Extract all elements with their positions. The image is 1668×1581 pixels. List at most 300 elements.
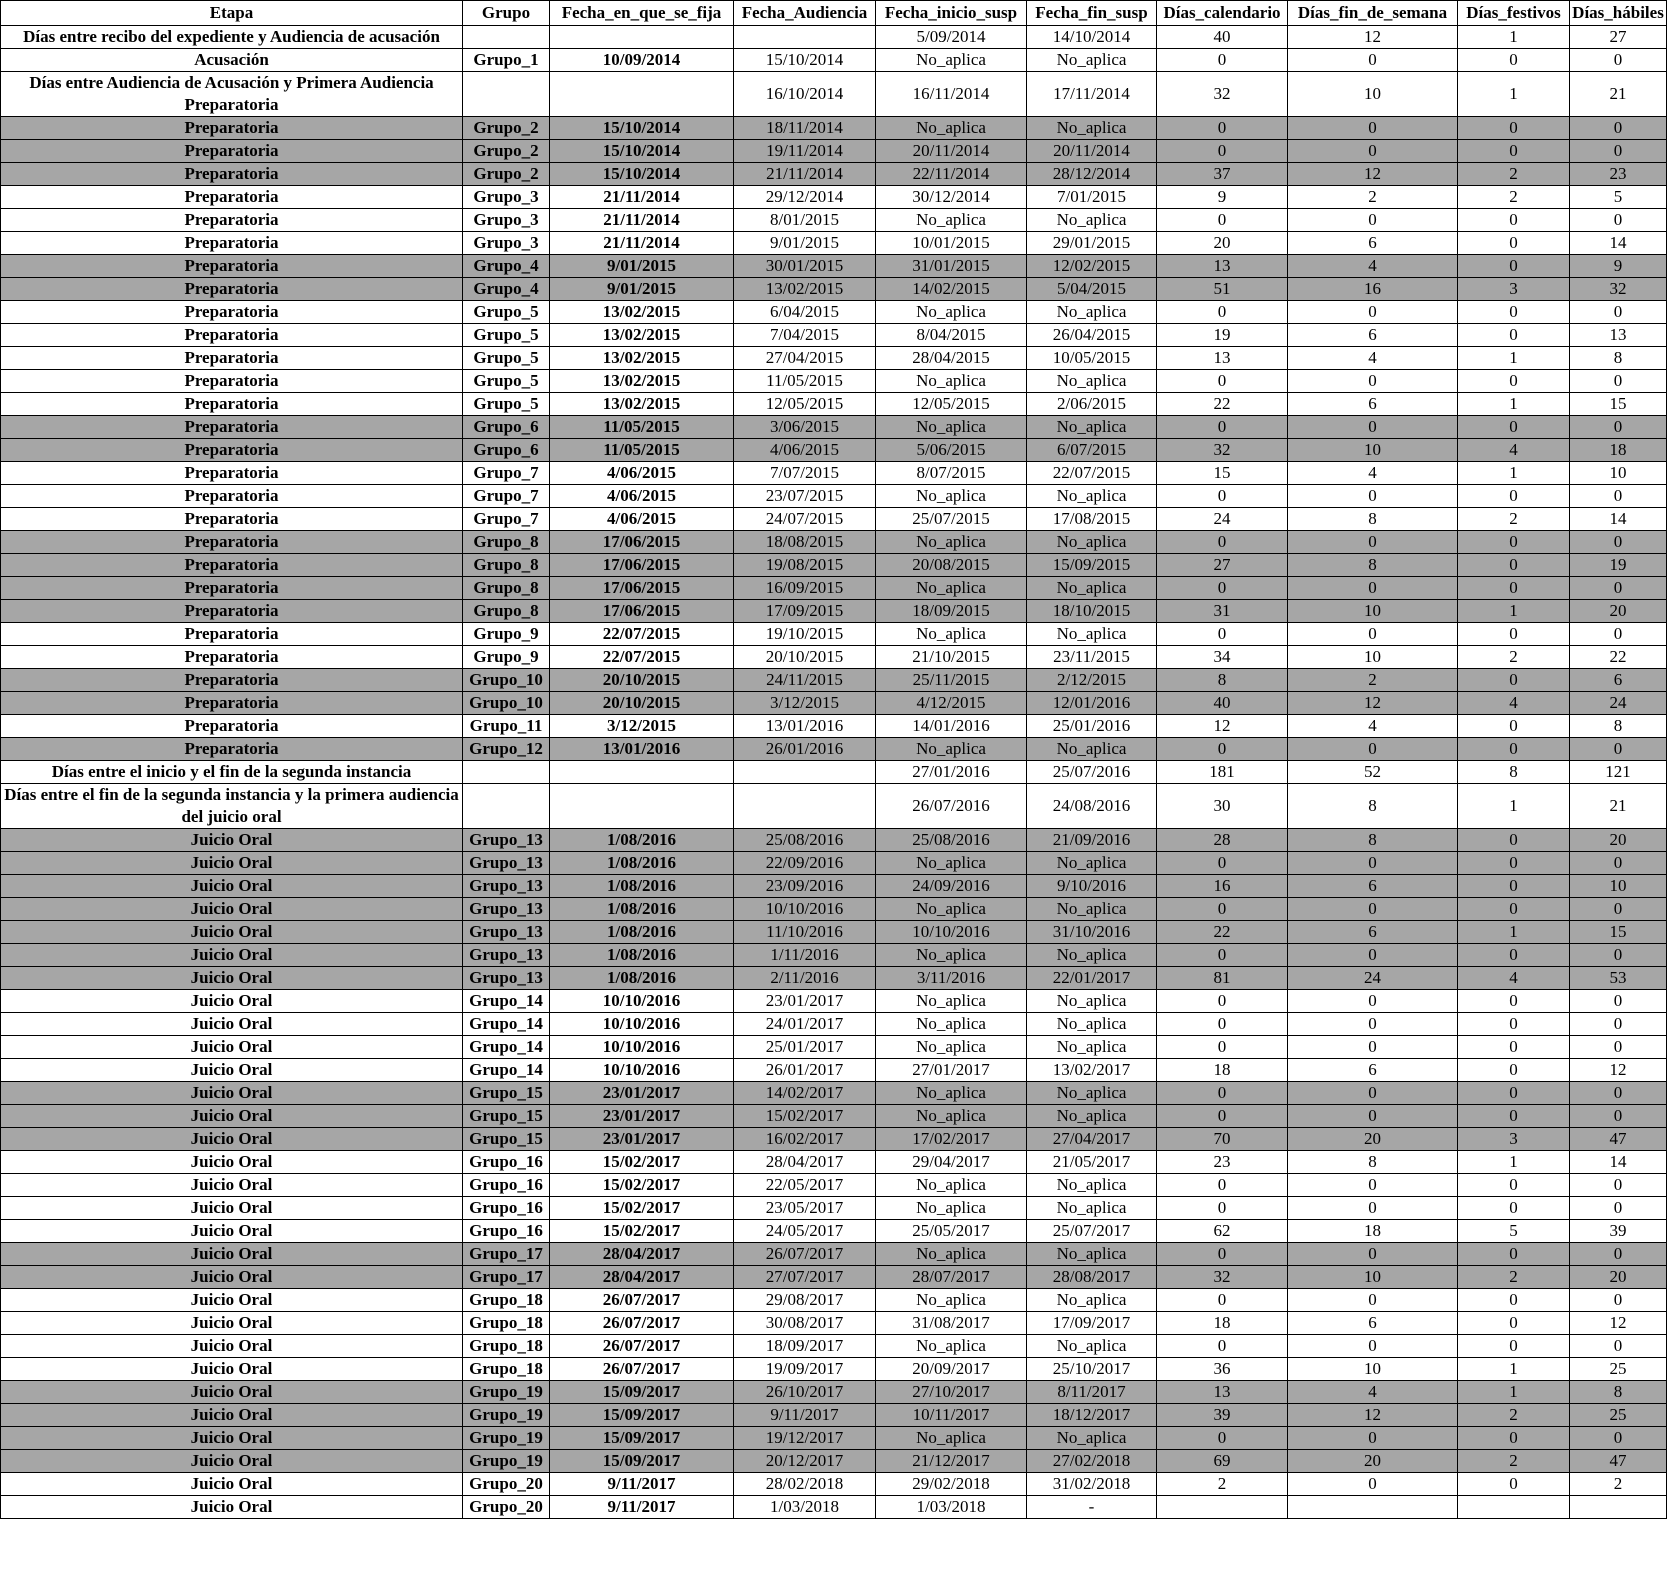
cell-fecha-en-que-se-fija[interactable]: 10/10/2016 (550, 1036, 734, 1059)
cell-etapa[interactable]: Preparatoria (1, 554, 463, 577)
cell-dias-habiles[interactable]: 0 (1570, 1082, 1667, 1105)
cell-grupo[interactable]: Grupo_5 (463, 301, 550, 324)
cell-fecha-en-que-se-fija[interactable]: 1/08/2016 (550, 967, 734, 990)
cell-etapa[interactable]: Juicio Oral (1, 1496, 463, 1519)
cell-dias-habiles[interactable]: 0 (1570, 416, 1667, 439)
cell-fecha-inicio-susp[interactable]: No_aplica (876, 49, 1027, 72)
cell-dias-festivos[interactable]: 1 (1458, 784, 1570, 829)
cell-fecha-inicio-susp[interactable]: No_aplica (876, 1289, 1027, 1312)
cell-fecha-fin-susp[interactable]: 28/08/2017 (1027, 1266, 1157, 1289)
cell-grupo[interactable]: Grupo_13 (463, 944, 550, 967)
cell-dias-fin-de-semana[interactable]: 24 (1288, 967, 1458, 990)
cell-dias-festivos[interactable]: 0 (1458, 1473, 1570, 1496)
cell-grupo[interactable]: Grupo_19 (463, 1381, 550, 1404)
cell-dias-fin-de-semana[interactable]: 6 (1288, 875, 1458, 898)
cell-grupo[interactable]: Grupo_13 (463, 967, 550, 990)
cell-etapa[interactable]: Preparatoria (1, 140, 463, 163)
cell-dias-fin-de-semana[interactable]: 0 (1288, 1174, 1458, 1197)
column-header-dias-festivos[interactable]: Días_festivos (1458, 1, 1570, 26)
cell-dias-habiles[interactable]: 0 (1570, 140, 1667, 163)
cell-grupo[interactable]: Grupo_14 (463, 990, 550, 1013)
cell-fecha-inicio-susp[interactable]: 28/04/2015 (876, 347, 1027, 370)
cell-fecha-en-que-se-fija[interactable] (550, 72, 734, 117)
cell-dias-habiles[interactable]: 0 (1570, 577, 1667, 600)
cell-fecha-audiencia[interactable]: 1/03/2018 (734, 1496, 876, 1519)
cell-etapa[interactable]: Juicio Oral (1, 875, 463, 898)
cell-fecha-fin-susp[interactable]: 23/11/2015 (1027, 646, 1157, 669)
cell-dias-festivos[interactable]: 0 (1458, 852, 1570, 875)
cell-fecha-en-que-se-fija[interactable]: 15/09/2017 (550, 1404, 734, 1427)
cell-dias-calendario[interactable]: 0 (1157, 852, 1288, 875)
column-header-grupo[interactable]: Grupo (463, 1, 550, 26)
cell-dias-fin-de-semana[interactable]: 0 (1288, 49, 1458, 72)
cell-grupo[interactable]: Grupo_18 (463, 1289, 550, 1312)
cell-dias-habiles[interactable]: 0 (1570, 852, 1667, 875)
cell-fecha-fin-susp[interactable]: 17/09/2017 (1027, 1312, 1157, 1335)
cell-fecha-fin-susp[interactable]: No_aplica (1027, 1013, 1157, 1036)
cell-grupo[interactable]: Grupo_9 (463, 646, 550, 669)
cell-dias-habiles[interactable]: 5 (1570, 186, 1667, 209)
cell-fecha-en-que-se-fija[interactable] (550, 784, 734, 829)
cell-fecha-en-que-se-fija[interactable]: 4/06/2015 (550, 508, 734, 531)
cell-dias-festivos[interactable]: 0 (1458, 1013, 1570, 1036)
cell-grupo[interactable]: Grupo_13 (463, 829, 550, 852)
cell-etapa[interactable]: Preparatoria (1, 347, 463, 370)
cell-fecha-fin-susp[interactable]: 24/08/2016 (1027, 784, 1157, 829)
cell-dias-habiles[interactable]: 19 (1570, 554, 1667, 577)
cell-fecha-inicio-susp[interactable]: No_aplica (876, 623, 1027, 646)
cell-fecha-audiencia[interactable] (734, 26, 876, 49)
cell-fecha-inicio-susp[interactable]: No_aplica (876, 485, 1027, 508)
cell-dias-fin-de-semana[interactable]: 4 (1288, 347, 1458, 370)
cell-grupo[interactable]: Grupo_7 (463, 462, 550, 485)
cell-etapa[interactable]: Acusación (1, 49, 463, 72)
cell-fecha-inicio-susp[interactable]: 14/02/2015 (876, 278, 1027, 301)
cell-dias-festivos[interactable]: 0 (1458, 944, 1570, 967)
cell-fecha-en-que-se-fija[interactable]: 10/10/2016 (550, 1013, 734, 1036)
cell-fecha-inicio-susp[interactable]: No_aplica (876, 1335, 1027, 1358)
cell-dias-fin-de-semana[interactable]: 0 (1288, 485, 1458, 508)
cell-dias-festivos[interactable]: 0 (1458, 209, 1570, 232)
cell-etapa[interactable]: Juicio Oral (1, 852, 463, 875)
cell-dias-festivos[interactable]: 5 (1458, 1220, 1570, 1243)
cell-fecha-audiencia[interactable]: 7/04/2015 (734, 324, 876, 347)
cell-dias-calendario[interactable]: 0 (1157, 1289, 1288, 1312)
cell-fecha-audiencia[interactable]: 19/11/2014 (734, 140, 876, 163)
cell-fecha-en-que-se-fija[interactable]: 17/06/2015 (550, 600, 734, 623)
cell-fecha-en-que-se-fija[interactable]: 15/02/2017 (550, 1174, 734, 1197)
cell-fecha-en-que-se-fija[interactable]: 1/08/2016 (550, 921, 734, 944)
cell-dias-festivos[interactable]: 2 (1458, 508, 1570, 531)
cell-dias-calendario[interactable]: 0 (1157, 1013, 1288, 1036)
cell-dias-fin-de-semana[interactable]: 0 (1288, 577, 1458, 600)
cell-dias-calendario[interactable]: 39 (1157, 1404, 1288, 1427)
cell-fecha-fin-susp[interactable]: 15/09/2015 (1027, 554, 1157, 577)
cell-fecha-fin-susp[interactable]: No_aplica (1027, 1197, 1157, 1220)
cell-dias-habiles[interactable]: 0 (1570, 898, 1667, 921)
cell-fecha-en-que-se-fija[interactable]: 13/02/2015 (550, 301, 734, 324)
cell-dias-habiles[interactable]: 0 (1570, 370, 1667, 393)
cell-dias-calendario[interactable]: 28 (1157, 829, 1288, 852)
cell-etapa[interactable]: Juicio Oral (1, 898, 463, 921)
cell-fecha-en-que-se-fija[interactable]: 15/09/2017 (550, 1427, 734, 1450)
cell-dias-fin-de-semana[interactable]: 18 (1288, 1220, 1458, 1243)
cell-fecha-audiencia[interactable]: 30/08/2017 (734, 1312, 876, 1335)
cell-dias-fin-de-semana[interactable]: 12 (1288, 163, 1458, 186)
cell-dias-habiles[interactable]: 8 (1570, 1381, 1667, 1404)
cell-fecha-fin-susp[interactable]: 25/07/2017 (1027, 1220, 1157, 1243)
cell-fecha-fin-susp[interactable]: No_aplica (1027, 990, 1157, 1013)
cell-grupo[interactable]: Grupo_2 (463, 163, 550, 186)
cell-fecha-inicio-susp[interactable]: 25/11/2015 (876, 669, 1027, 692)
cell-dias-habiles[interactable]: 47 (1570, 1450, 1667, 1473)
cell-etapa[interactable]: Juicio Oral (1, 1358, 463, 1381)
cell-fecha-audiencia[interactable]: 24/11/2015 (734, 669, 876, 692)
cell-etapa[interactable]: Juicio Oral (1, 967, 463, 990)
cell-etapa[interactable]: Juicio Oral (1, 1289, 463, 1312)
cell-dias-habiles[interactable]: 20 (1570, 600, 1667, 623)
cell-fecha-audiencia[interactable]: 25/08/2016 (734, 829, 876, 852)
cell-fecha-en-que-se-fija[interactable]: 26/07/2017 (550, 1312, 734, 1335)
cell-dias-fin-de-semana[interactable]: 8 (1288, 784, 1458, 829)
cell-fecha-audiencia[interactable]: 11/10/2016 (734, 921, 876, 944)
cell-dias-fin-de-semana[interactable]: 0 (1288, 416, 1458, 439)
cell-dias-habiles[interactable]: 25 (1570, 1404, 1667, 1427)
column-header-dias-habiles[interactable]: Días_hábiles (1570, 1, 1667, 26)
cell-fecha-inicio-susp[interactable]: No_aplica (876, 370, 1027, 393)
cell-dias-calendario[interactable]: 24 (1157, 508, 1288, 531)
cell-dias-calendario[interactable]: 51 (1157, 278, 1288, 301)
cell-dias-festivos[interactable]: 2 (1458, 1266, 1570, 1289)
cell-dias-fin-de-semana[interactable]: 20 (1288, 1128, 1458, 1151)
cell-fecha-en-que-se-fija[interactable]: 28/04/2017 (550, 1243, 734, 1266)
cell-dias-fin-de-semana[interactable]: 16 (1288, 278, 1458, 301)
cell-dias-fin-de-semana[interactable]: 0 (1288, 1243, 1458, 1266)
cell-fecha-audiencia[interactable]: 18/09/2017 (734, 1335, 876, 1358)
cell-dias-habiles[interactable]: 0 (1570, 209, 1667, 232)
cell-fecha-en-que-se-fija[interactable]: 13/02/2015 (550, 393, 734, 416)
cell-fecha-inicio-susp[interactable]: 14/01/2016 (876, 715, 1027, 738)
cell-grupo[interactable]: Grupo_13 (463, 898, 550, 921)
cell-dias-festivos[interactable]: 0 (1458, 49, 1570, 72)
cell-fecha-inicio-susp[interactable]: 25/07/2015 (876, 508, 1027, 531)
cell-grupo[interactable]: Grupo_15 (463, 1105, 550, 1128)
cell-grupo[interactable]: Grupo_15 (463, 1082, 550, 1105)
cell-etapa[interactable]: Días entre el fin de la segunda instancia y la primera audiencia del juicio oral (1, 784, 463, 829)
cell-etapa[interactable]: Juicio Oral (1, 1381, 463, 1404)
cell-etapa[interactable]: Juicio Oral (1, 1151, 463, 1174)
cell-fecha-fin-susp[interactable]: No_aplica (1027, 209, 1157, 232)
cell-fecha-en-que-se-fija[interactable]: 9/11/2017 (550, 1473, 734, 1496)
cell-dias-fin-de-semana[interactable]: 0 (1288, 1335, 1458, 1358)
cell-fecha-fin-susp[interactable]: 27/04/2017 (1027, 1128, 1157, 1151)
cell-etapa[interactable]: Preparatoria (1, 278, 463, 301)
cell-fecha-inicio-susp[interactable]: 5/09/2014 (876, 26, 1027, 49)
cell-dias-festivos[interactable]: 4 (1458, 692, 1570, 715)
cell-dias-calendario[interactable]: 0 (1157, 1243, 1288, 1266)
cell-dias-festivos[interactable]: 0 (1458, 1427, 1570, 1450)
cell-dias-fin-de-semana[interactable]: 0 (1288, 623, 1458, 646)
cell-dias-calendario[interactable]: 13 (1157, 347, 1288, 370)
cell-fecha-inicio-susp[interactable]: No_aplica (876, 1105, 1027, 1128)
cell-fecha-fin-susp[interactable]: No_aplica (1027, 1105, 1157, 1128)
cell-fecha-audiencia[interactable] (734, 784, 876, 829)
cell-grupo[interactable]: Grupo_15 (463, 1128, 550, 1151)
cell-fecha-inicio-susp[interactable]: No_aplica (876, 1243, 1027, 1266)
cell-dias-calendario[interactable]: 0 (1157, 416, 1288, 439)
cell-dias-festivos[interactable]: 0 (1458, 1174, 1570, 1197)
cell-fecha-audiencia[interactable]: 17/09/2015 (734, 600, 876, 623)
cell-fecha-inicio-susp[interactable]: 10/01/2015 (876, 232, 1027, 255)
cell-grupo[interactable]: Grupo_16 (463, 1151, 550, 1174)
cell-fecha-audiencia[interactable]: 23/09/2016 (734, 875, 876, 898)
cell-dias-fin-de-semana[interactable]: 0 (1288, 990, 1458, 1013)
cell-etapa[interactable]: Días entre Audiencia de Acusación y Primera Audiencia Preparatoria (1, 72, 463, 117)
cell-fecha-inicio-susp[interactable]: 16/11/2014 (876, 72, 1027, 117)
cell-grupo[interactable]: Grupo_16 (463, 1197, 550, 1220)
cell-grupo[interactable]: Grupo_5 (463, 370, 550, 393)
column-header-dias-calendario[interactable]: Días_calendario (1157, 1, 1288, 26)
cell-dias-calendario[interactable]: 2 (1157, 1473, 1288, 1496)
cell-fecha-en-que-se-fija[interactable]: 1/08/2016 (550, 852, 734, 875)
cell-grupo[interactable]: Grupo_14 (463, 1013, 550, 1036)
cell-fecha-fin-susp[interactable]: 13/02/2017 (1027, 1059, 1157, 1082)
cell-grupo[interactable]: Grupo_2 (463, 140, 550, 163)
cell-fecha-audiencia[interactable]: 22/05/2017 (734, 1174, 876, 1197)
cell-etapa[interactable]: Juicio Oral (1, 1105, 463, 1128)
cell-fecha-en-que-se-fija[interactable]: 13/02/2015 (550, 370, 734, 393)
cell-fecha-en-que-se-fija[interactable]: 10/10/2016 (550, 990, 734, 1013)
cell-fecha-audiencia[interactable]: 24/07/2015 (734, 508, 876, 531)
cell-dias-festivos[interactable]: 1 (1458, 921, 1570, 944)
cell-dias-habiles[interactable]: 14 (1570, 508, 1667, 531)
cell-fecha-audiencia[interactable]: 3/06/2015 (734, 416, 876, 439)
cell-etapa[interactable]: Preparatoria (1, 232, 463, 255)
cell-dias-habiles[interactable]: 23 (1570, 163, 1667, 186)
cell-dias-habiles[interactable]: 0 (1570, 944, 1667, 967)
cell-fecha-fin-susp[interactable]: 21/05/2017 (1027, 1151, 1157, 1174)
cell-dias-habiles[interactable]: 15 (1570, 921, 1667, 944)
cell-dias-fin-de-semana[interactable]: 10 (1288, 1358, 1458, 1381)
cell-dias-calendario[interactable]: 22 (1157, 393, 1288, 416)
cell-dias-calendario[interactable]: 0 (1157, 531, 1288, 554)
cell-dias-calendario[interactable]: 0 (1157, 1427, 1288, 1450)
cell-dias-festivos[interactable]: 0 (1458, 1082, 1570, 1105)
cell-fecha-en-que-se-fija[interactable] (550, 26, 734, 49)
cell-dias-festivos[interactable]: 0 (1458, 140, 1570, 163)
cell-fecha-fin-susp[interactable]: 20/11/2014 (1027, 140, 1157, 163)
cell-dias-fin-de-semana[interactable] (1288, 1496, 1458, 1519)
cell-dias-calendario[interactable]: 62 (1157, 1220, 1288, 1243)
cell-dias-calendario[interactable]: 22 (1157, 921, 1288, 944)
cell-grupo[interactable]: Grupo_20 (463, 1496, 550, 1519)
cell-fecha-en-que-se-fija[interactable]: 15/10/2014 (550, 163, 734, 186)
cell-dias-fin-de-semana[interactable]: 20 (1288, 1450, 1458, 1473)
cell-fecha-inicio-susp[interactable]: 24/09/2016 (876, 875, 1027, 898)
cell-dias-fin-de-semana[interactable]: 0 (1288, 1036, 1458, 1059)
cell-dias-habiles[interactable]: 0 (1570, 531, 1667, 554)
cell-dias-fin-de-semana[interactable]: 0 (1288, 1427, 1458, 1450)
cell-dias-festivos[interactable]: 0 (1458, 1312, 1570, 1335)
cell-fecha-en-que-se-fija[interactable]: 17/06/2015 (550, 577, 734, 600)
cell-fecha-en-que-se-fija[interactable]: 15/09/2017 (550, 1450, 734, 1473)
cell-dias-festivos[interactable]: 0 (1458, 1335, 1570, 1358)
cell-dias-festivos[interactable]: 0 (1458, 1036, 1570, 1059)
cell-dias-calendario[interactable]: 32 (1157, 439, 1288, 462)
cell-dias-habiles[interactable]: 0 (1570, 301, 1667, 324)
cell-dias-fin-de-semana[interactable]: 0 (1288, 1473, 1458, 1496)
cell-dias-calendario[interactable] (1157, 1496, 1288, 1519)
cell-fecha-fin-susp[interactable]: - (1027, 1496, 1157, 1519)
cell-fecha-fin-susp[interactable]: No_aplica (1027, 485, 1157, 508)
cell-dias-festivos[interactable]: 0 (1458, 669, 1570, 692)
cell-dias-habiles[interactable]: 0 (1570, 1105, 1667, 1128)
cell-fecha-en-que-se-fija[interactable]: 9/01/2015 (550, 255, 734, 278)
cell-fecha-fin-susp[interactable]: No_aplica (1027, 49, 1157, 72)
cell-dias-festivos[interactable]: 1 (1458, 1381, 1570, 1404)
cell-grupo[interactable]: Grupo_8 (463, 531, 550, 554)
cell-fecha-en-que-se-fija[interactable]: 21/11/2014 (550, 209, 734, 232)
cell-dias-fin-de-semana[interactable]: 0 (1288, 1105, 1458, 1128)
cell-fecha-inicio-susp[interactable]: 8/04/2015 (876, 324, 1027, 347)
cell-dias-fin-de-semana[interactable]: 12 (1288, 692, 1458, 715)
cell-dias-fin-de-semana[interactable]: 0 (1288, 898, 1458, 921)
cell-etapa[interactable]: Días entre el inicio y el fin de la segunda instancia (1, 761, 463, 784)
cell-etapa[interactable]: Juicio Oral (1, 944, 463, 967)
cell-dias-fin-de-semana[interactable]: 0 (1288, 301, 1458, 324)
cell-dias-festivos[interactable]: 1 (1458, 1151, 1570, 1174)
cell-dias-fin-de-semana[interactable]: 8 (1288, 829, 1458, 852)
cell-fecha-fin-susp[interactable]: 5/04/2015 (1027, 278, 1157, 301)
cell-fecha-en-que-se-fija[interactable]: 17/06/2015 (550, 554, 734, 577)
cell-dias-calendario[interactable]: 18 (1157, 1059, 1288, 1082)
cell-fecha-inicio-susp[interactable]: No_aplica (876, 1174, 1027, 1197)
cell-fecha-fin-susp[interactable]: 21/09/2016 (1027, 829, 1157, 852)
cell-fecha-en-que-se-fija[interactable]: 23/01/2017 (550, 1128, 734, 1151)
cell-dias-calendario[interactable]: 0 (1157, 944, 1288, 967)
cell-dias-calendario[interactable]: 0 (1157, 990, 1288, 1013)
cell-dias-habiles[interactable]: 24 (1570, 692, 1667, 715)
cell-dias-festivos[interactable]: 1 (1458, 347, 1570, 370)
cell-dias-fin-de-semana[interactable]: 0 (1288, 738, 1458, 761)
cell-grupo[interactable] (463, 72, 550, 117)
cell-fecha-en-que-se-fija[interactable]: 1/08/2016 (550, 875, 734, 898)
cell-etapa[interactable]: Juicio Oral (1, 1266, 463, 1289)
cell-grupo[interactable]: Grupo_3 (463, 209, 550, 232)
cell-fecha-fin-susp[interactable]: No_aplica (1027, 1427, 1157, 1450)
cell-grupo[interactable]: Grupo_5 (463, 324, 550, 347)
cell-dias-festivos[interactable]: 0 (1458, 255, 1570, 278)
cell-dias-fin-de-semana[interactable]: 2 (1288, 186, 1458, 209)
cell-dias-habiles[interactable]: 18 (1570, 439, 1667, 462)
cell-fecha-inicio-susp[interactable]: No_aplica (876, 1197, 1027, 1220)
cell-dias-calendario[interactable]: 13 (1157, 1381, 1288, 1404)
cell-fecha-en-que-se-fija[interactable]: 3/12/2015 (550, 715, 734, 738)
cell-etapa[interactable]: Preparatoria (1, 646, 463, 669)
cell-fecha-audiencia[interactable]: 15/02/2017 (734, 1105, 876, 1128)
cell-dias-fin-de-semana[interactable]: 4 (1288, 462, 1458, 485)
cell-fecha-fin-susp[interactable]: 22/07/2015 (1027, 462, 1157, 485)
cell-grupo[interactable]: Grupo_13 (463, 875, 550, 898)
cell-dias-calendario[interactable]: 18 (1157, 1312, 1288, 1335)
cell-fecha-audiencia[interactable]: 23/05/2017 (734, 1197, 876, 1220)
cell-fecha-en-que-se-fija[interactable]: 17/06/2015 (550, 531, 734, 554)
cell-dias-festivos[interactable]: 0 (1458, 1289, 1570, 1312)
cell-dias-calendario[interactable]: 0 (1157, 1335, 1288, 1358)
cell-dias-habiles[interactable]: 27 (1570, 26, 1667, 49)
cell-etapa[interactable]: Juicio Oral (1, 1473, 463, 1496)
cell-fecha-en-que-se-fija[interactable] (550, 761, 734, 784)
cell-fecha-fin-susp[interactable]: 31/02/2018 (1027, 1473, 1157, 1496)
cell-fecha-audiencia[interactable]: 19/08/2015 (734, 554, 876, 577)
cell-etapa[interactable]: Preparatoria (1, 439, 463, 462)
cell-fecha-fin-susp[interactable]: 18/12/2017 (1027, 1404, 1157, 1427)
cell-dias-festivos[interactable]: 2 (1458, 1404, 1570, 1427)
cell-fecha-inicio-susp[interactable]: No_aplica (876, 1427, 1027, 1450)
cell-fecha-en-que-se-fija[interactable]: 23/01/2017 (550, 1105, 734, 1128)
cell-fecha-fin-susp[interactable]: No_aplica (1027, 1082, 1157, 1105)
cell-dias-calendario[interactable]: 20 (1157, 232, 1288, 255)
cell-fecha-audiencia[interactable]: 12/05/2015 (734, 393, 876, 416)
cell-fecha-en-que-se-fija[interactable]: 20/10/2015 (550, 669, 734, 692)
cell-dias-calendario[interactable]: 37 (1157, 163, 1288, 186)
cell-dias-calendario[interactable]: 8 (1157, 669, 1288, 692)
cell-dias-festivos[interactable]: 3 (1458, 278, 1570, 301)
cell-fecha-audiencia[interactable]: 3/12/2015 (734, 692, 876, 715)
cell-fecha-en-que-se-fija[interactable]: 13/01/2016 (550, 738, 734, 761)
cell-etapa[interactable]: Preparatoria (1, 301, 463, 324)
cell-fecha-fin-susp[interactable]: 25/07/2016 (1027, 761, 1157, 784)
cell-fecha-inicio-susp[interactable]: 1/03/2018 (876, 1496, 1027, 1519)
cell-fecha-inicio-susp[interactable]: 21/10/2015 (876, 646, 1027, 669)
cell-etapa[interactable]: Juicio Oral (1, 1427, 463, 1450)
cell-grupo[interactable]: Grupo_18 (463, 1335, 550, 1358)
cell-dias-festivos[interactable]: 0 (1458, 416, 1570, 439)
cell-fecha-inicio-susp[interactable]: 20/11/2014 (876, 140, 1027, 163)
cell-fecha-inicio-susp[interactable]: No_aplica (876, 301, 1027, 324)
cell-fecha-fin-susp[interactable]: 31/10/2016 (1027, 921, 1157, 944)
cell-grupo[interactable]: Grupo_11 (463, 715, 550, 738)
cell-fecha-audiencia[interactable]: 19/12/2017 (734, 1427, 876, 1450)
cell-dias-habiles[interactable]: 22 (1570, 646, 1667, 669)
cell-dias-fin-de-semana[interactable]: 0 (1288, 944, 1458, 967)
cell-fecha-audiencia[interactable]: 10/10/2016 (734, 898, 876, 921)
cell-fecha-en-que-se-fija[interactable]: 21/11/2014 (550, 186, 734, 209)
cell-etapa[interactable]: Juicio Oral (1, 1404, 463, 1427)
cell-fecha-inicio-susp[interactable]: 31/01/2015 (876, 255, 1027, 278)
cell-dias-habiles[interactable] (1570, 1496, 1667, 1519)
cell-grupo[interactable]: Grupo_10 (463, 669, 550, 692)
cell-fecha-inicio-susp[interactable]: 27/01/2017 (876, 1059, 1027, 1082)
cell-dias-festivos[interactable]: 1 (1458, 600, 1570, 623)
cell-fecha-audiencia[interactable]: 8/01/2015 (734, 209, 876, 232)
cell-dias-festivos[interactable]: 1 (1458, 26, 1570, 49)
cell-fecha-fin-susp[interactable]: No_aplica (1027, 577, 1157, 600)
cell-fecha-fin-susp[interactable]: No_aplica (1027, 1289, 1157, 1312)
cell-fecha-audiencia[interactable] (734, 761, 876, 784)
cell-fecha-audiencia[interactable]: 24/05/2017 (734, 1220, 876, 1243)
cell-fecha-audiencia[interactable]: 6/04/2015 (734, 301, 876, 324)
cell-fecha-audiencia[interactable]: 16/10/2014 (734, 72, 876, 117)
cell-fecha-audiencia[interactable]: 24/01/2017 (734, 1013, 876, 1036)
cell-fecha-audiencia[interactable]: 26/01/2017 (734, 1059, 876, 1082)
cell-fecha-audiencia[interactable]: 21/11/2014 (734, 163, 876, 186)
cell-fecha-audiencia[interactable]: 30/01/2015 (734, 255, 876, 278)
cell-fecha-en-que-se-fija[interactable]: 13/02/2015 (550, 347, 734, 370)
cell-etapa[interactable]: Juicio Oral (1, 1082, 463, 1105)
cell-dias-fin-de-semana[interactable]: 52 (1288, 761, 1458, 784)
cell-dias-festivos[interactable]: 0 (1458, 577, 1570, 600)
